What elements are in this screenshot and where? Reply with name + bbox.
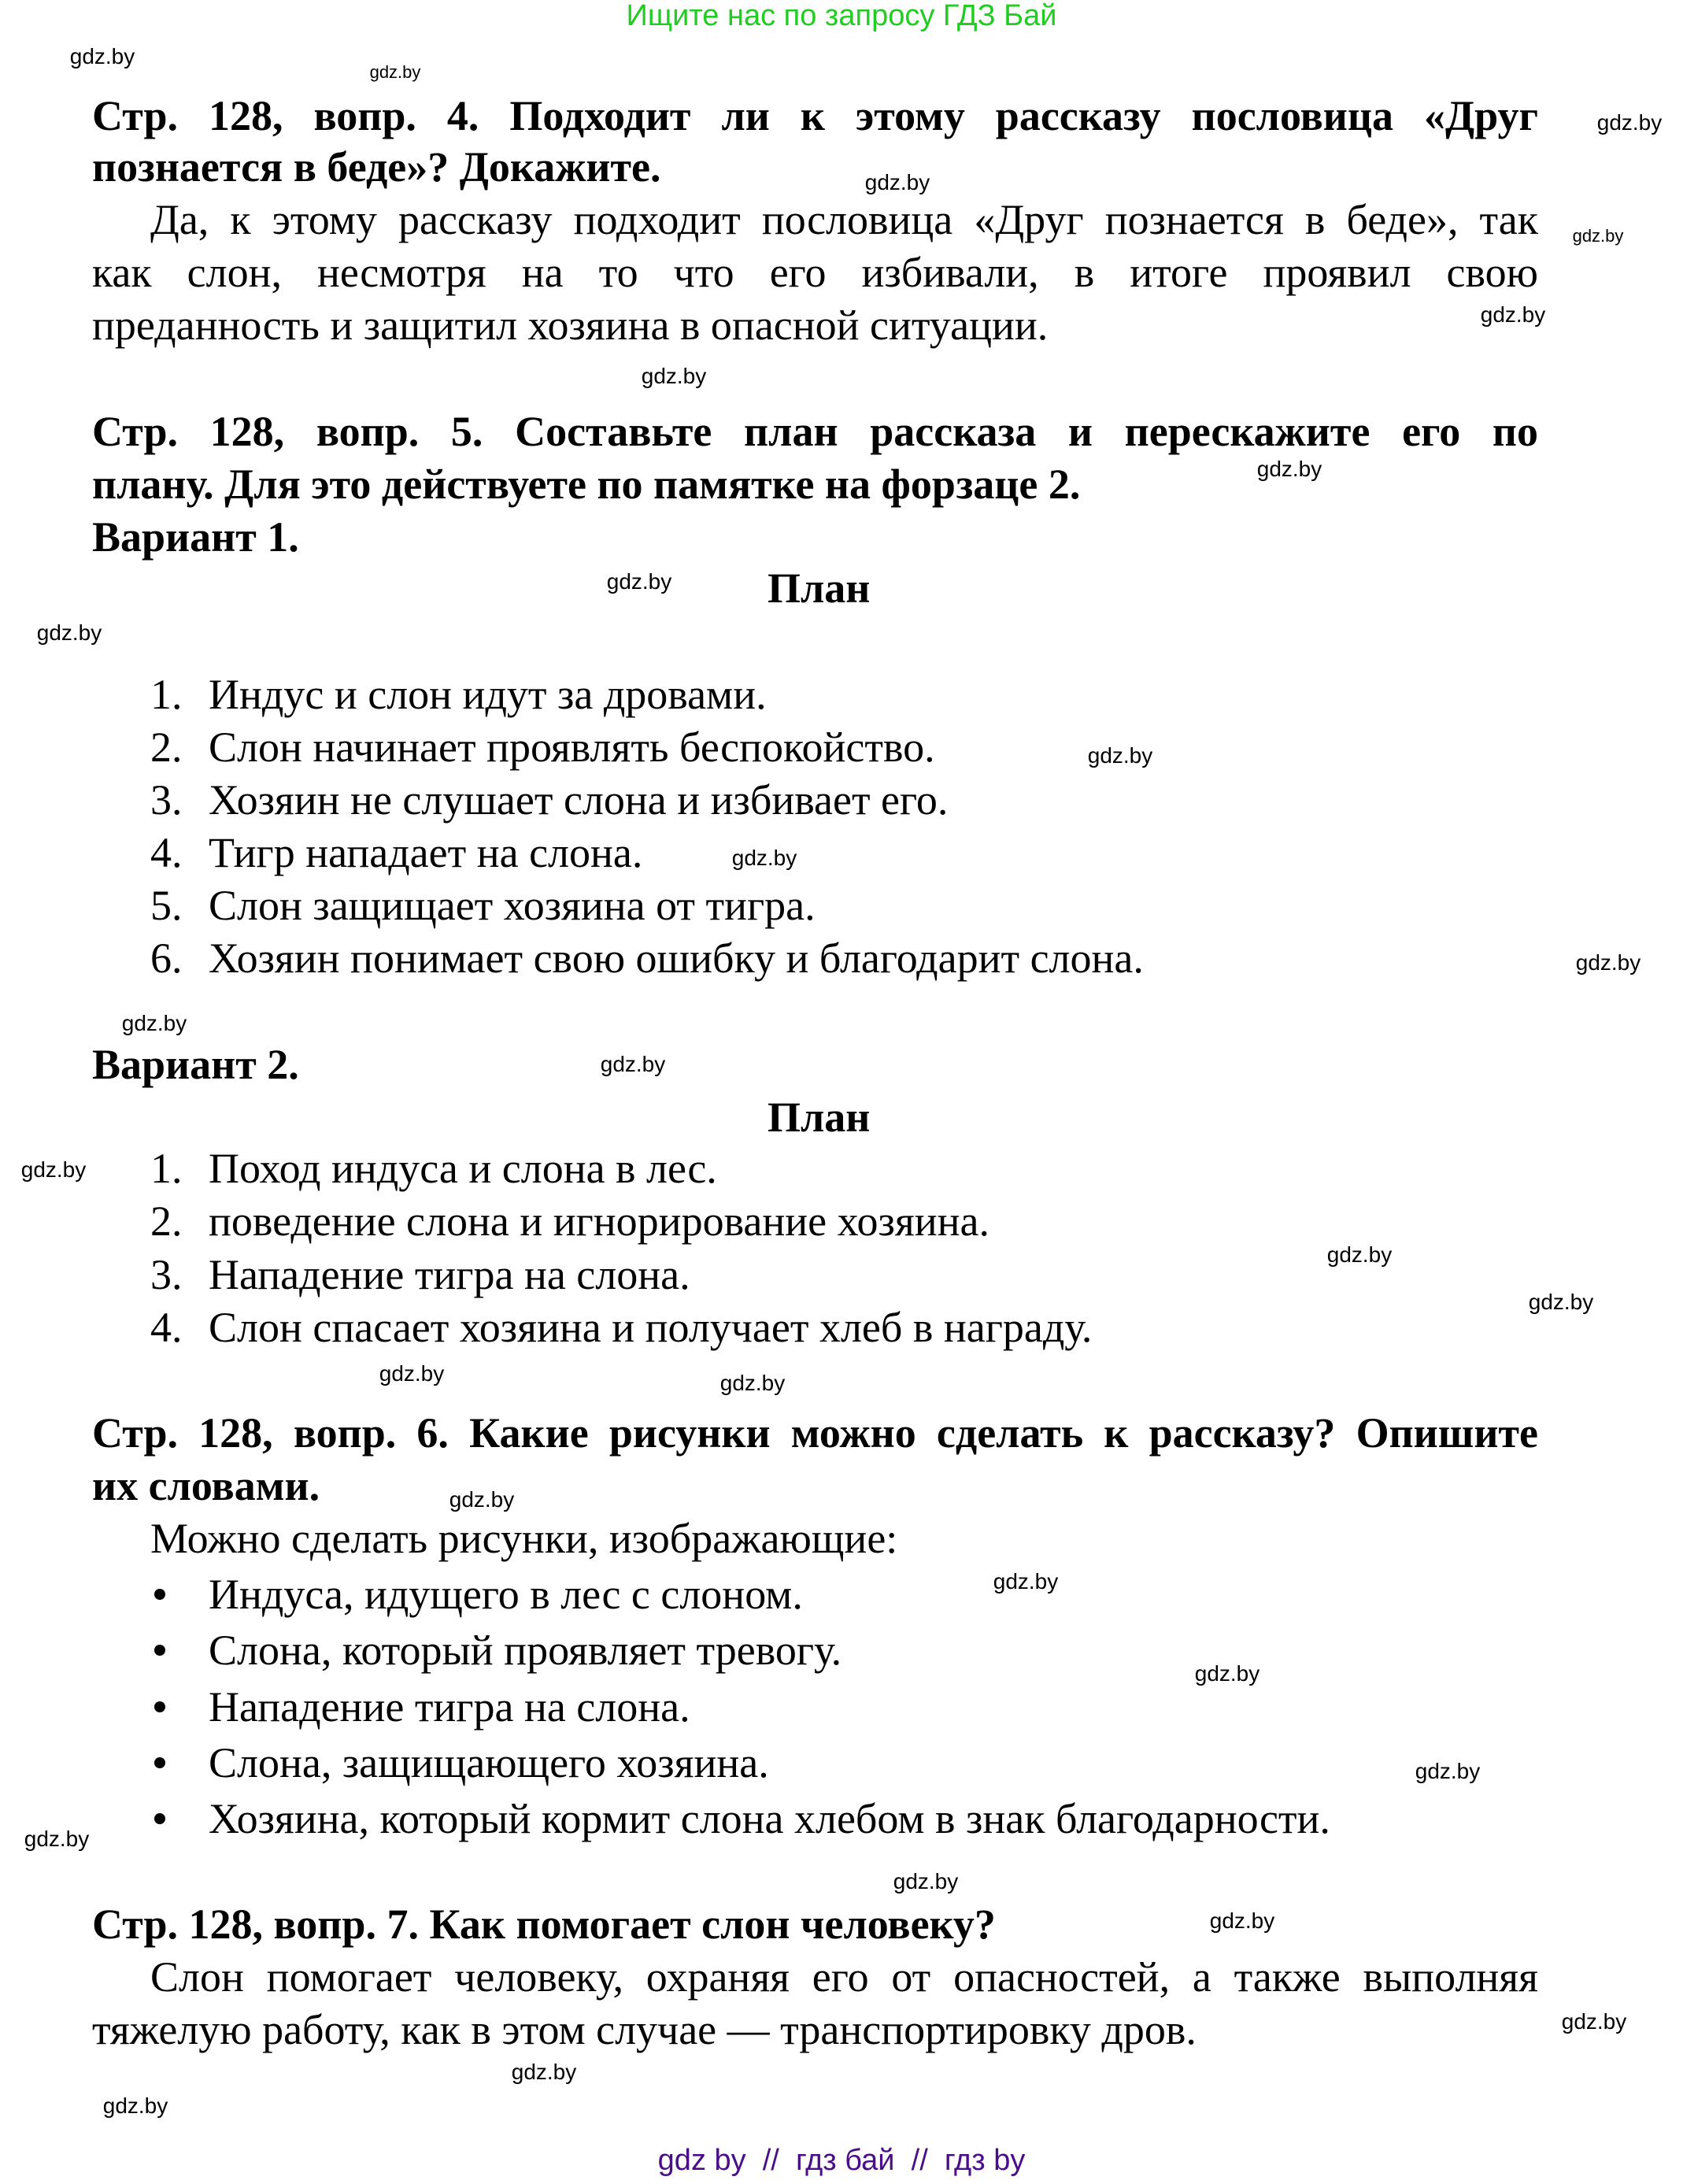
bullet-icon — [154, 1757, 165, 1768]
q4-title-line: Стр. 128, вопр. 4. Подходит ли к этому рассказу пословица «Друг — [92, 92, 1538, 139]
watermark: gdz.by — [511, 2060, 577, 2084]
watermark: gdz.by — [864, 170, 930, 194]
item-text: Нападение тигра на слона. — [209, 1251, 690, 1298]
q5-title-line: плану. Для это действуете по памятке на форзаце 2. — [92, 461, 1081, 508]
watermark: gdz.by — [1256, 457, 1322, 481]
watermark: gdz.by — [1194, 1661, 1260, 1686]
watermark: gdz.by — [641, 364, 707, 388]
watermark: gdz.by — [1087, 743, 1153, 768]
item-text: Индус и слон идут за дровами. — [209, 671, 767, 718]
watermark: gdz.by — [600, 1052, 666, 1076]
q7-title: Стр. 128, вопр. 7. Как помогает слон человеку? — [92, 1901, 996, 1948]
watermark: gdz.by — [369, 62, 421, 82]
watermark: gdz.by — [1572, 226, 1624, 246]
watermark: gdz.by — [449, 1487, 515, 1512]
watermark: gdz.by — [1528, 1290, 1594, 1314]
item-number: 3. — [150, 1251, 183, 1298]
watermark: gdz.by — [69, 44, 135, 68]
watermark: gdz.by — [1415, 1759, 1481, 1783]
variant1-label: Вариант 1. — [92, 513, 299, 561]
bullet-icon — [154, 1701, 165, 1712]
q6-title-line: их словами. — [92, 1462, 320, 1509]
watermark: gdz.by — [606, 569, 672, 594]
item-number: 5. — [150, 882, 183, 929]
watermark: gdz.by — [1575, 950, 1641, 975]
watermark: gdz.by — [893, 1869, 959, 1893]
item-number: 6. — [150, 935, 183, 982]
q5-title-line: Стр. 128, вопр. 5. Составьте план рассказа и перескажите его по — [92, 408, 1538, 455]
item-text: Хозяина, который кормит слона хлебом в знак благодарности. — [209, 1795, 1330, 1842]
item-number: 1. — [150, 1145, 183, 1192]
item-number: 4. — [150, 1304, 183, 1351]
item-text: Хозяин понимает свою ошибку и благодарит слона. — [209, 935, 1144, 982]
item-number: 4. — [150, 829, 183, 876]
plan2-title: План — [768, 1094, 871, 1141]
watermark: gdz.by — [379, 1361, 445, 1386]
bullet-icon — [154, 1589, 165, 1600]
watermark: gdz.by — [1596, 110, 1663, 135]
item-number: 2. — [150, 1197, 183, 1245]
item-text: Поход индуса и слона в лес. — [209, 1145, 717, 1192]
item-text: Нападение тигра на слона. — [209, 1683, 690, 1731]
item-text: Слона, который проявляет тревогу. — [209, 1627, 842, 1674]
bullet-icon — [154, 1645, 165, 1656]
search-banner: Ищите нас по запросу ГДЗ Бай — [626, 0, 1057, 32]
bullet-icon — [154, 1813, 165, 1824]
q4-answer-line: как слон, несмотря на то что его избивали, в итоге проявил свою — [92, 249, 1538, 296]
variant2-label: Вариант 2. — [92, 1041, 299, 1088]
watermark: gdz.by — [36, 620, 102, 645]
watermark: gdz.by — [1480, 302, 1546, 327]
watermark: gdz.by — [993, 1569, 1059, 1594]
item-number: 2. — [150, 724, 183, 771]
q7-answer-line: тяжелую работу, как в этом случае — транспортировку дров. — [92, 2006, 1197, 2053]
q4-title-line: познается в беде»? Докажите. — [92, 143, 661, 191]
watermark: gdz.by — [20, 1157, 87, 1182]
q4-answer-line: преданность и защитил хозяина в опасной ситуации. — [92, 302, 1049, 349]
item-text: Тигр нападает на слона. — [209, 829, 643, 876]
q4-answer-line: Да, к этому рассказу подходит пословица «Друг познается в беде», так — [150, 196, 1538, 243]
item-text: Слон начинает проявлять беспокойство. — [209, 724, 935, 771]
item-text: Слон защищает хозяина от тигра. — [209, 882, 816, 929]
item-text: Слона, защищающего хозяина. — [209, 1739, 769, 1786]
q6-title-line: Стр. 128, вопр. 6. Какие рисунки можно сделать к рассказу? Опишите — [92, 1409, 1538, 1457]
watermark: gdz.by — [121, 1011, 187, 1035]
q7-answer-line: Слон помогает человеку, охраняя его от опасностей, а также выполняя — [150, 1953, 1538, 2001]
footer-links: gdz by // гдз бай // гдз by — [657, 2144, 1026, 2177]
q6-intro: Можно сделать рисунки, изображающие: — [150, 1515, 898, 1562]
watermark: gdz.by — [1209, 1908, 1275, 1933]
watermark: gdz.by — [731, 846, 797, 870]
item-text: поведение слона и игнорирование хозяина. — [209, 1197, 989, 1245]
item-number: 3. — [150, 776, 183, 824]
watermark: gdz.by — [1561, 2009, 1627, 2034]
item-number: 1. — [150, 671, 183, 718]
item-text: Слон спасает хозяина и получает хлеб в награду. — [209, 1304, 1093, 1351]
watermark: gdz.by — [719, 1371, 786, 1395]
watermark: gdz.by — [24, 1827, 90, 1851]
watermark: gdz.by — [1326, 1242, 1393, 1267]
item-text: Хозяин не слушает слона и избивает его. — [209, 776, 949, 824]
watermark: gdz.by — [102, 2093, 168, 2118]
item-text: Индуса, идущего в лес с слоном. — [209, 1571, 803, 1618]
plan1-title: План — [768, 565, 871, 612]
